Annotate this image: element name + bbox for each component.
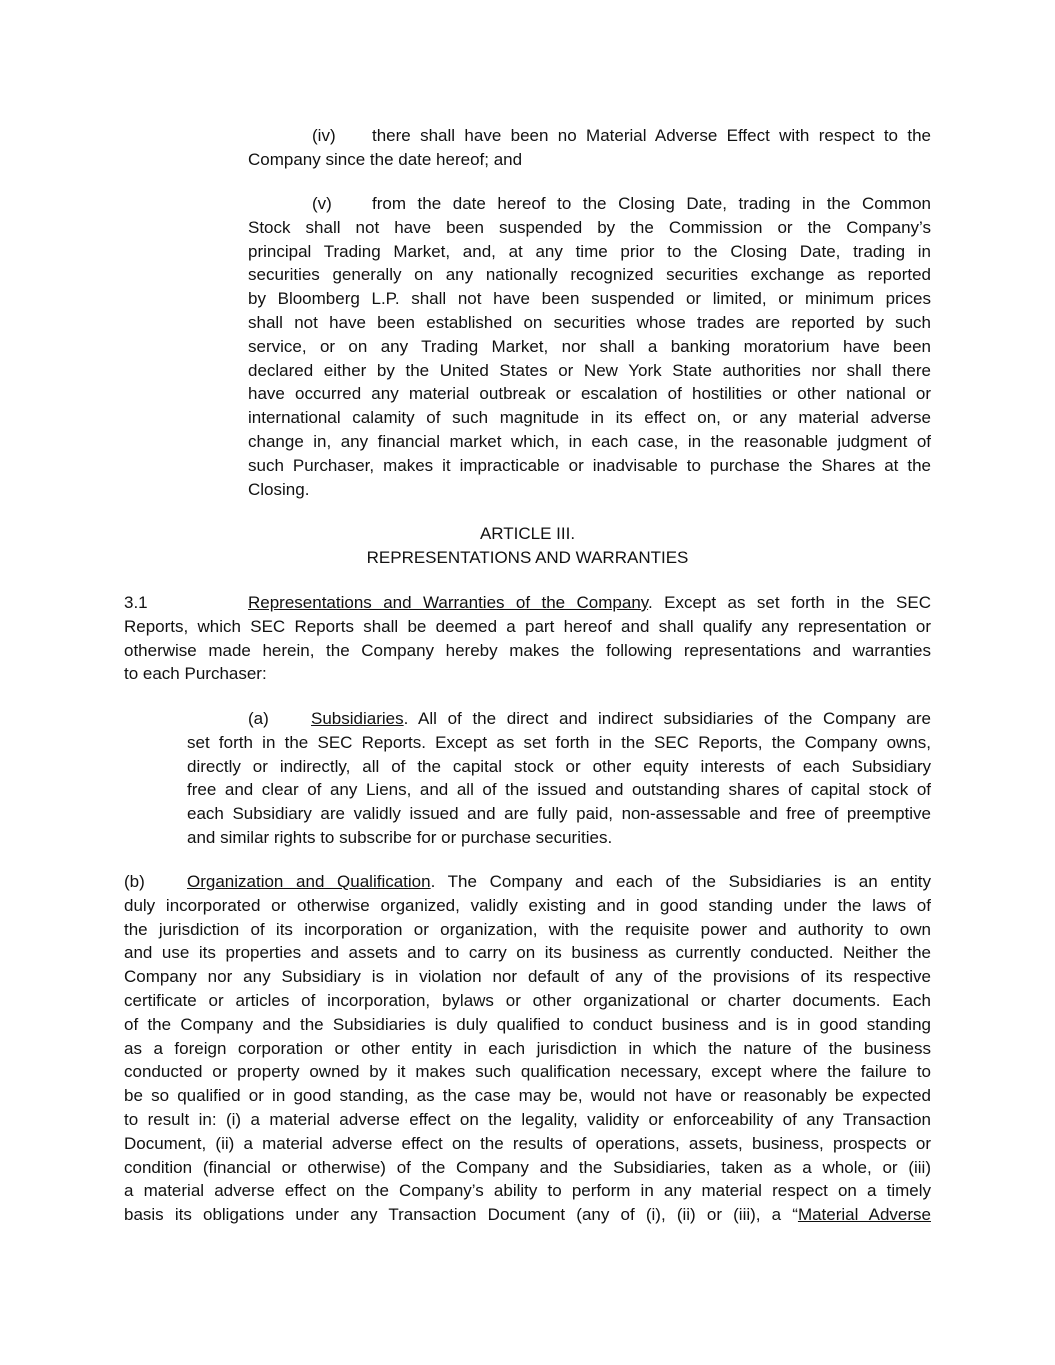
line: Stock shall not have been suspended by the Commission or the Company’s — [248, 217, 931, 237]
line: Company since the date hereof; and — [248, 149, 523, 169]
line-text: there shall have been no Material Adverse Effect with respect to the — [372, 126, 931, 145]
line: have occurred any material outbreak or escalation of hostilities or other national or — [248, 384, 931, 404]
line: securities generally on any nationally recognized securities exchange as reported — [248, 265, 931, 285]
subsection-a — [187, 707, 931, 850]
subsection-heading: Subsidiaries — [311, 709, 404, 728]
line: conducted or property owned by it makes such qualification necessary, except where the failure to — [124, 1062, 931, 1082]
line-text — [248, 591, 931, 615]
line: such Purchaser, makes it impracticable or inadvisable to purchase the Shares at the — [248, 455, 931, 475]
section-number: 3.1 — [124, 593, 148, 612]
item-label: (v) — [312, 194, 332, 213]
line: each Subsidiary are validly issued and are fully paid, non-assessable and free of preemptive — [187, 804, 931, 824]
line-text: from the date hereof to the Closing Date, trading in the Common — [372, 194, 931, 213]
line: to result in: (i) a material adverse effect on the legality, validity or enforceability of any Transaction — [124, 1109, 931, 1129]
line: principal Trading Market, and, at any time prior to the Closing Date, trading in — [248, 241, 931, 261]
line: by Bloomberg L.P. shall not have been suspended or limited, or minimum prices — [248, 289, 931, 309]
line-text — [187, 870, 931, 894]
article-heading — [124, 522, 931, 570]
line — [187, 707, 931, 731]
article-number: ARTICLE III. — [479, 524, 576, 543]
line: shall not have been established on securities whose trades are reported by such — [248, 312, 931, 332]
article-title: REPRESENTATIONS AND WARRANTIES — [366, 547, 689, 567]
line: directly or indirectly, all of the capital stock or other equity interests of each Subsidiary — [187, 756, 931, 776]
line: the jurisdiction of its incorporation or organization, with the requisite power and authority to own — [124, 919, 931, 939]
text: basis its obligations under any Transaction Document (any of (i), (ii) or (iii), a “ — [124, 1205, 798, 1225]
paragraph-iv — [248, 124, 931, 172]
item-label: (a) — [248, 709, 269, 728]
line: of the Company and the Subsidiaries is duly qualified to conduct business and is in good standing — [124, 1014, 931, 1034]
line: change in, any financial market which, in each case, in the reasonable judgment of — [248, 431, 931, 451]
defined-term: Material Adverse — [797, 1205, 931, 1225]
text: . Except as set forth in the SEC — [648, 593, 931, 612]
line: Closing. — [248, 479, 310, 499]
line: otherwise made herein, the Company hereby makes the following representations and warranties — [124, 640, 931, 660]
line — [248, 124, 931, 148]
line: Document, (ii) a material adverse effect on the results of operations, assets, business, prospects or — [124, 1133, 931, 1153]
line: be so qualified or in good standing, as the case may be, would not have or reasonably be expected — [124, 1086, 931, 1106]
paragraph-v — [248, 192, 931, 501]
line: condition (financial or otherwise) of the Company and the Subsidiaries, taken as a whole, or (iii) — [124, 1157, 931, 1177]
line — [124, 1203, 931, 1227]
line: Reports, which SEC Reports shall be deemed a part hereof and shall qualify any representation or — [124, 616, 931, 636]
line: declared either by the United States or New York State authorities nor shall there — [248, 360, 931, 380]
subsection-heading: Organization and Qualification — [187, 872, 431, 891]
line: and use its properties and assets and to carry on its business as currently conducted. Neither the — [124, 943, 931, 963]
section-3-1 — [124, 591, 931, 686]
line: free and clear of any Liens, and all of the issued and outstanding shares of capital stock of — [187, 780, 931, 800]
line: certificate or articles of incorporation, bylaws or other organizational or charter documents. Each — [124, 990, 931, 1010]
line: to each Purchaser: — [124, 664, 267, 684]
line — [124, 870, 931, 894]
line: service, or on any Trading Market, nor shall a banking moratorium have been — [248, 336, 931, 356]
subsection-b — [124, 870, 931, 1227]
line — [248, 192, 931, 216]
line-text — [311, 707, 931, 731]
line: set forth in the SEC Reports. Except as set forth in the SEC Reports, the Company owns, — [187, 732, 931, 752]
line: international calamity of such magnitude in its effect on, or any material adverse — [248, 408, 931, 428]
line: duly incorporated or otherwise organized, validly existing and in good standing under the laws of — [124, 895, 931, 915]
line — [124, 591, 931, 615]
item-label: (iv) — [312, 126, 336, 145]
line: and similar rights to subscribe for or purchase securities. — [187, 827, 613, 847]
line: a material adverse effect on the Company’s ability to perform in any material respect on a timely — [124, 1181, 931, 1201]
line: as a foreign corporation or other entity in each jurisdiction in which the nature of the business — [124, 1038, 931, 1058]
item-label: (b) — [124, 872, 145, 891]
line: Company nor any Subsidiary is in violation nor default of any of the provisions of its respective — [124, 967, 931, 987]
section-heading: Representations and Warranties of the Company — [248, 593, 649, 612]
text: . All of the direct and indirect subsidiaries of the Company are — [403, 709, 931, 728]
text: . The Company and each of the Subsidiaries is an entity — [430, 872, 931, 891]
